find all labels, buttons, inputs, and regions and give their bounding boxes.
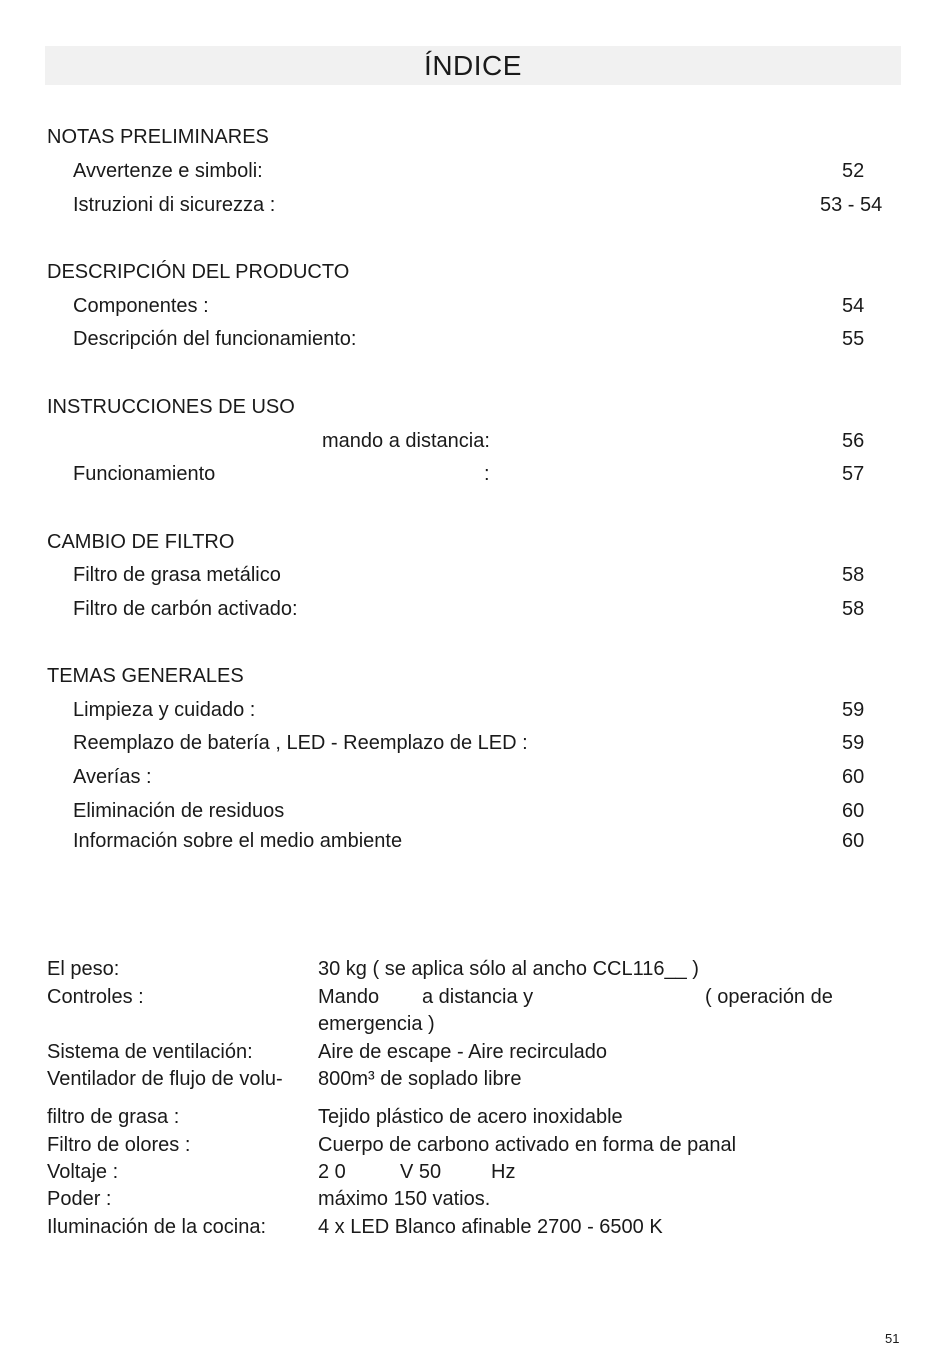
toc-entry-page: 60 [842,830,865,852]
toc-entry-label: mando a distancia: [322,430,490,452]
toc-entry-page: 55 [842,328,865,350]
spec-label: Controles : [47,986,144,1008]
toc-entry-page: 60 [842,766,865,788]
spec-label: Ventilador de flujo de volu- [47,1068,283,1090]
spec-label: Voltaje : [47,1161,119,1183]
spec-label: Filtro de olores : [47,1134,191,1156]
toc-entry-page: 52 [842,160,865,182]
toc-entry-label: Filtro de carbón activado: [73,598,298,620]
spec-value: 800m³ de soplado libre [318,1068,522,1090]
spec-label: Sistema de ventilación: [47,1041,253,1063]
toc-entry-page: 58 [842,598,865,620]
toc-entry-page: 60 [842,800,865,822]
section-heading-temas: TEMAS GENERALES [47,665,244,687]
toc-entry-label: Información sobre el medio ambiente [73,830,403,852]
toc-entry-label: Filtro de grasa metálico [73,564,281,586]
spec-value: ( operación de [705,986,833,1008]
toc-entry-label: Avvertenze e simboli: [73,160,263,182]
spec-value: 2 0 [318,1161,346,1183]
toc-entry-page: 59 [842,699,865,721]
toc-entry-label: Limpieza y cuidado : [73,699,256,721]
spec-value: Mando [318,986,380,1008]
section-heading-notas: NOTAS PRELIMINARES [47,126,269,148]
spec-label: filtro de grasa : [47,1106,180,1128]
spec-label: Iluminación de la cocina: [47,1216,267,1238]
toc-entry-label: Componentes : [73,295,209,317]
spec-value: emergencia ) [318,1013,435,1035]
section-heading-instrucciones: INSTRUCCIONES DE USO [47,396,295,418]
toc-entry-page: 53 - 54 [820,194,883,216]
page-title: ÍNDICE [45,46,901,85]
spec-label: Poder : [47,1188,112,1210]
spec-value: Cuerpo de carbono activado en forma de panal [318,1134,737,1156]
spec-value: V 50 [400,1161,442,1183]
spec-value: Hz [491,1161,516,1183]
spec-value: 4 x LED Blanco afinable 2700 - 6500 K [318,1216,663,1238]
spec-value: 30 kg ( se aplica sólo al ancho CCL116__ ) [318,958,699,980]
toc-entry-colon: : [484,463,490,485]
toc-entry-page: 56 [842,430,865,452]
spec-value: máximo 150 vatios. [318,1188,491,1210]
toc-entry-page: 54 [842,295,865,317]
toc-entry-label: Reemplazo de batería , LED - Reemplazo de LED : [73,732,528,754]
spec-value: Aire de escape - Aire recirculado [318,1041,608,1063]
spec-value: a distancia y [422,986,534,1008]
spec-label: El peso: [47,958,120,980]
toc-entry-label: Istruzioni di sicurezza : [73,194,276,216]
section-heading-filtro: CAMBIO DE FILTRO [47,531,235,553]
section-heading-descripcion: DESCRIPCIÓN DEL PRODUCTO [47,261,350,283]
toc-entry-page: 59 [842,732,865,754]
toc-entry-label: Averías : [73,766,152,788]
page-number: 51 [885,1331,900,1346]
toc-entry-page: 57 [842,463,865,485]
toc-entry-page: 58 [842,564,865,586]
toc-entry-label: Descripción del funcionamiento: [73,328,357,350]
spec-value: Tejido plástico de acero inoxidable [318,1106,623,1128]
toc-entry-label: Eliminación de residuos [73,800,285,822]
toc-entry-label: Funcionamiento [73,463,216,485]
